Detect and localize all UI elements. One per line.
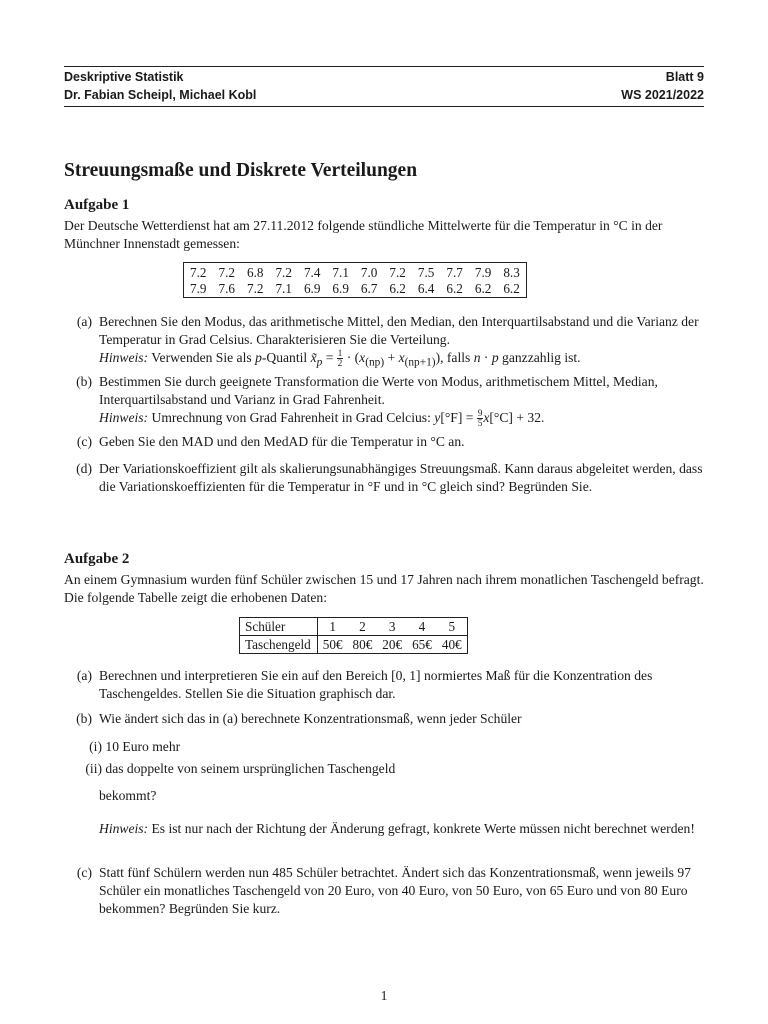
fraction-denominator: 2 <box>337 358 343 368</box>
subpart-text: das doppelte von seinem ursprünglichen Taschengeld <box>105 761 396 776</box>
task2-part-b-after: bekommt? <box>99 788 157 803</box>
temp-cell: 6.2 <box>389 281 406 296</box>
task2-part-b-i <box>72 738 180 756</box>
hint-math: n <box>473 350 481 365</box>
authors: Dr. Fabian Scheipl, Michael Kobl <box>64 88 257 102</box>
part-text: Statt fünf Schülern werden nun 485 Schüler betrachtet. Ändert sich das Konzentrationsmaß, wenn jeweils 97 Schüler ein monatliches Taschengeld von 20 Euro, von 40 Euro, von 50 Euro, von 65 Euro und von 80 Euro bekommen? Begründen Sie kurz. <box>99 865 691 916</box>
temp-cell: 7.2 <box>218 265 235 280</box>
amount-cell: 40€ <box>441 637 462 652</box>
temp-cell: 6.8 <box>246 265 264 280</box>
fraction-numerator: 9 <box>477 408 483 418</box>
temp-cell: 7.7 <box>446 265 463 280</box>
temp-cell: 7.1 <box>275 281 292 296</box>
temp-cell: 7.4 <box>303 265 321 280</box>
temp-cell: 6.2 <box>446 281 463 296</box>
hint-math: x̃ <box>310 350 317 365</box>
temp-cell: 7.1 <box>332 265 349 280</box>
hint-math: x <box>483 410 490 425</box>
amount-cell: 20€ <box>382 637 403 652</box>
temp-cell: 7.2 <box>275 265 292 280</box>
temp-cell: 7.2 <box>389 265 406 280</box>
temp-cell: 7.9 <box>190 281 207 296</box>
part-label: (d) <box>76 461 92 476</box>
temp-cell: 7.0 <box>360 265 378 280</box>
fraction-numerator: 1 <box>337 348 343 358</box>
part-label: (b) <box>76 374 92 389</box>
student-cell: 2 <box>348 618 378 636</box>
pocket-money-table <box>239 617 468 654</box>
part-label: (c) <box>76 434 92 449</box>
temp-cell: 6.2 <box>503 281 520 296</box>
hint-math: (np) <box>365 356 385 369</box>
hint-math: = <box>325 350 334 365</box>
part-text: Wie ändert sich das in (a) berechnete Konzentrationsmaß, wenn jeder Schüler <box>99 711 522 726</box>
temp-cell: 6.9 <box>332 281 349 296</box>
temperature-row-1 <box>184 263 527 282</box>
part-text: Der Variationskoeffizient gilt als skalierungsunabhängiges Streuungsmaß. Kann daraus abgeleitet werden, dass die Variationskoeffizienten für die Temperatur in °F und in °C gleich sind? Begründen Sie. <box>99 461 703 494</box>
students-row <box>240 618 468 636</box>
page-header <box>64 68 704 104</box>
header-top-rule <box>64 66 704 67</box>
subpart-label: (ii) <box>85 761 102 776</box>
task2-part-a <box>64 667 704 703</box>
part-label: (b) <box>76 711 92 726</box>
part-label: (c) <box>76 865 92 880</box>
part-label: (a) <box>76 668 92 683</box>
temperature-table-grid <box>183 262 527 298</box>
part-text: Berechnen Sie den Modus, das arithmetische Mittel, den Median, den Interquartilsabstand und die Varianz der Temperatur in Grad Celsius. Charakterisieren Sie die Verteilung. <box>99 314 699 347</box>
fraction-one-half <box>337 349 344 368</box>
hint-math: · <box>483 350 489 365</box>
row-header: Taschengeld <box>240 636 318 654</box>
hint-math: ( <box>354 350 360 365</box>
hint-text: Es ist nur nach der Richtung der Änderung gefragt, konkrete Werte müssen nicht berechnet werden! <box>151 821 695 836</box>
subpart-label: (i) <box>89 739 102 754</box>
hint-math: · <box>346 350 352 365</box>
temp-cell: 6.2 <box>474 281 492 296</box>
pocket-money-grid <box>239 617 468 654</box>
task2-part-b-hint <box>64 820 704 838</box>
page-title: Streuungsmaße und Diskrete Verteilungen <box>64 160 418 181</box>
fraction-denominator: 5 <box>477 418 483 428</box>
task2-intro: An einem Gymnasium wurden fünf Schüler zwischen 15 und 17 Jahren nach ihrem monatlichen Taschengeld befragt. Die folgende Tabelle zeigt die erhobenen Daten: <box>64 572 704 605</box>
amount-cell: 65€ <box>412 637 432 652</box>
hint-math: x <box>359 350 366 365</box>
hint-math: ) <box>435 350 441 365</box>
hint-math: [°C] + 32. <box>489 410 545 425</box>
hint-text: , falls <box>440 350 471 365</box>
task1-heading: Aufgabe 1 <box>64 197 130 213</box>
task2-heading: Aufgabe 2 <box>64 551 130 567</box>
hint-text: Umrechnung von Grad Fahrenheit in Grad Celcius: <box>151 410 431 425</box>
task2-part-b-ii <box>72 760 395 778</box>
part-text: Geben Sie den MAD und den MedAD für die Temperatur in °C an. <box>99 434 465 449</box>
amounts-row <box>240 636 468 654</box>
temp-cell: 8.3 <box>503 265 520 280</box>
task1-intro: Der Deutsche Wetterdienst hat am 27.11.2012 folgende stündliche Mittelwerte für die Temperatur in °C in der Münchner Innenstadt gemessen: <box>64 218 663 251</box>
student-cell: 5 <box>437 618 467 636</box>
task2-part-b <box>64 710 704 728</box>
student-cell: 3 <box>377 618 407 636</box>
hint-text: Verwenden Sie als <box>151 350 252 365</box>
temperature-row-2 <box>184 281 527 298</box>
hint-text: ganzzahlig ist. <box>502 350 581 365</box>
temp-cell: 7.9 <box>474 265 492 280</box>
header-bottom-rule <box>64 106 704 107</box>
part-text: Berechnen und interpretieren Sie ein auf den Bereich [0, 1] normiertes Maß für die Konzentration des Taschengeldes. Stellen Sie die Situation graphisch dar. <box>99 668 653 701</box>
hint-math: p <box>255 350 262 365</box>
amount-cell: 50€ <box>322 637 343 652</box>
part-text: Bestimmen Sie durch geeignete Transformation die Werte von Modus, arithmetischem Mittel, Median, Interquartilsabstand und Varianz in Grad Fahrenheit. <box>99 374 658 407</box>
hint-math: y <box>434 410 441 425</box>
temperature-table <box>183 262 527 298</box>
subpart-text: 10 Euro mehr <box>105 739 181 754</box>
row-header: Schüler <box>240 618 318 636</box>
hint-math: x <box>398 350 405 365</box>
student-cell: 1 <box>317 618 347 636</box>
hint-text: -Quantil <box>261 350 308 365</box>
student-cell: 4 <box>407 618 437 636</box>
sheet-number: Blatt 9 <box>665 70 704 84</box>
hint-math: + <box>387 350 396 365</box>
temp-cell: 7.2 <box>190 265 207 280</box>
hint-label: Hinweis: <box>99 821 149 836</box>
hint-math: p <box>316 356 323 369</box>
hint-label: Hinweis: <box>99 410 149 425</box>
temp-cell: 7.2 <box>246 281 264 296</box>
temp-cell: 6.7 <box>360 281 378 296</box>
task1-part-c <box>64 433 704 451</box>
task1-part-a <box>64 313 704 372</box>
page-number: 1 <box>380 988 388 1003</box>
task2-part-c <box>64 864 704 918</box>
task1-part-d <box>64 460 704 496</box>
hint-label: Hinweis: <box>99 350 149 365</box>
temp-cell: 7.6 <box>218 281 235 296</box>
temp-cell: 7.5 <box>417 265 435 280</box>
hint-math: [°F] = <box>440 410 474 425</box>
part-label: (a) <box>76 314 92 329</box>
semester: WS 2021/2022 <box>621 88 704 102</box>
hint-math: (np+1) <box>404 356 436 369</box>
task1-part-b <box>64 373 704 428</box>
hint-math: p <box>491 350 499 365</box>
amount-cell: 80€ <box>352 637 373 652</box>
course-name: Deskriptive Statistik <box>64 70 184 84</box>
temp-cell: 6.4 <box>417 281 435 296</box>
temp-cell: 6.9 <box>303 281 321 296</box>
